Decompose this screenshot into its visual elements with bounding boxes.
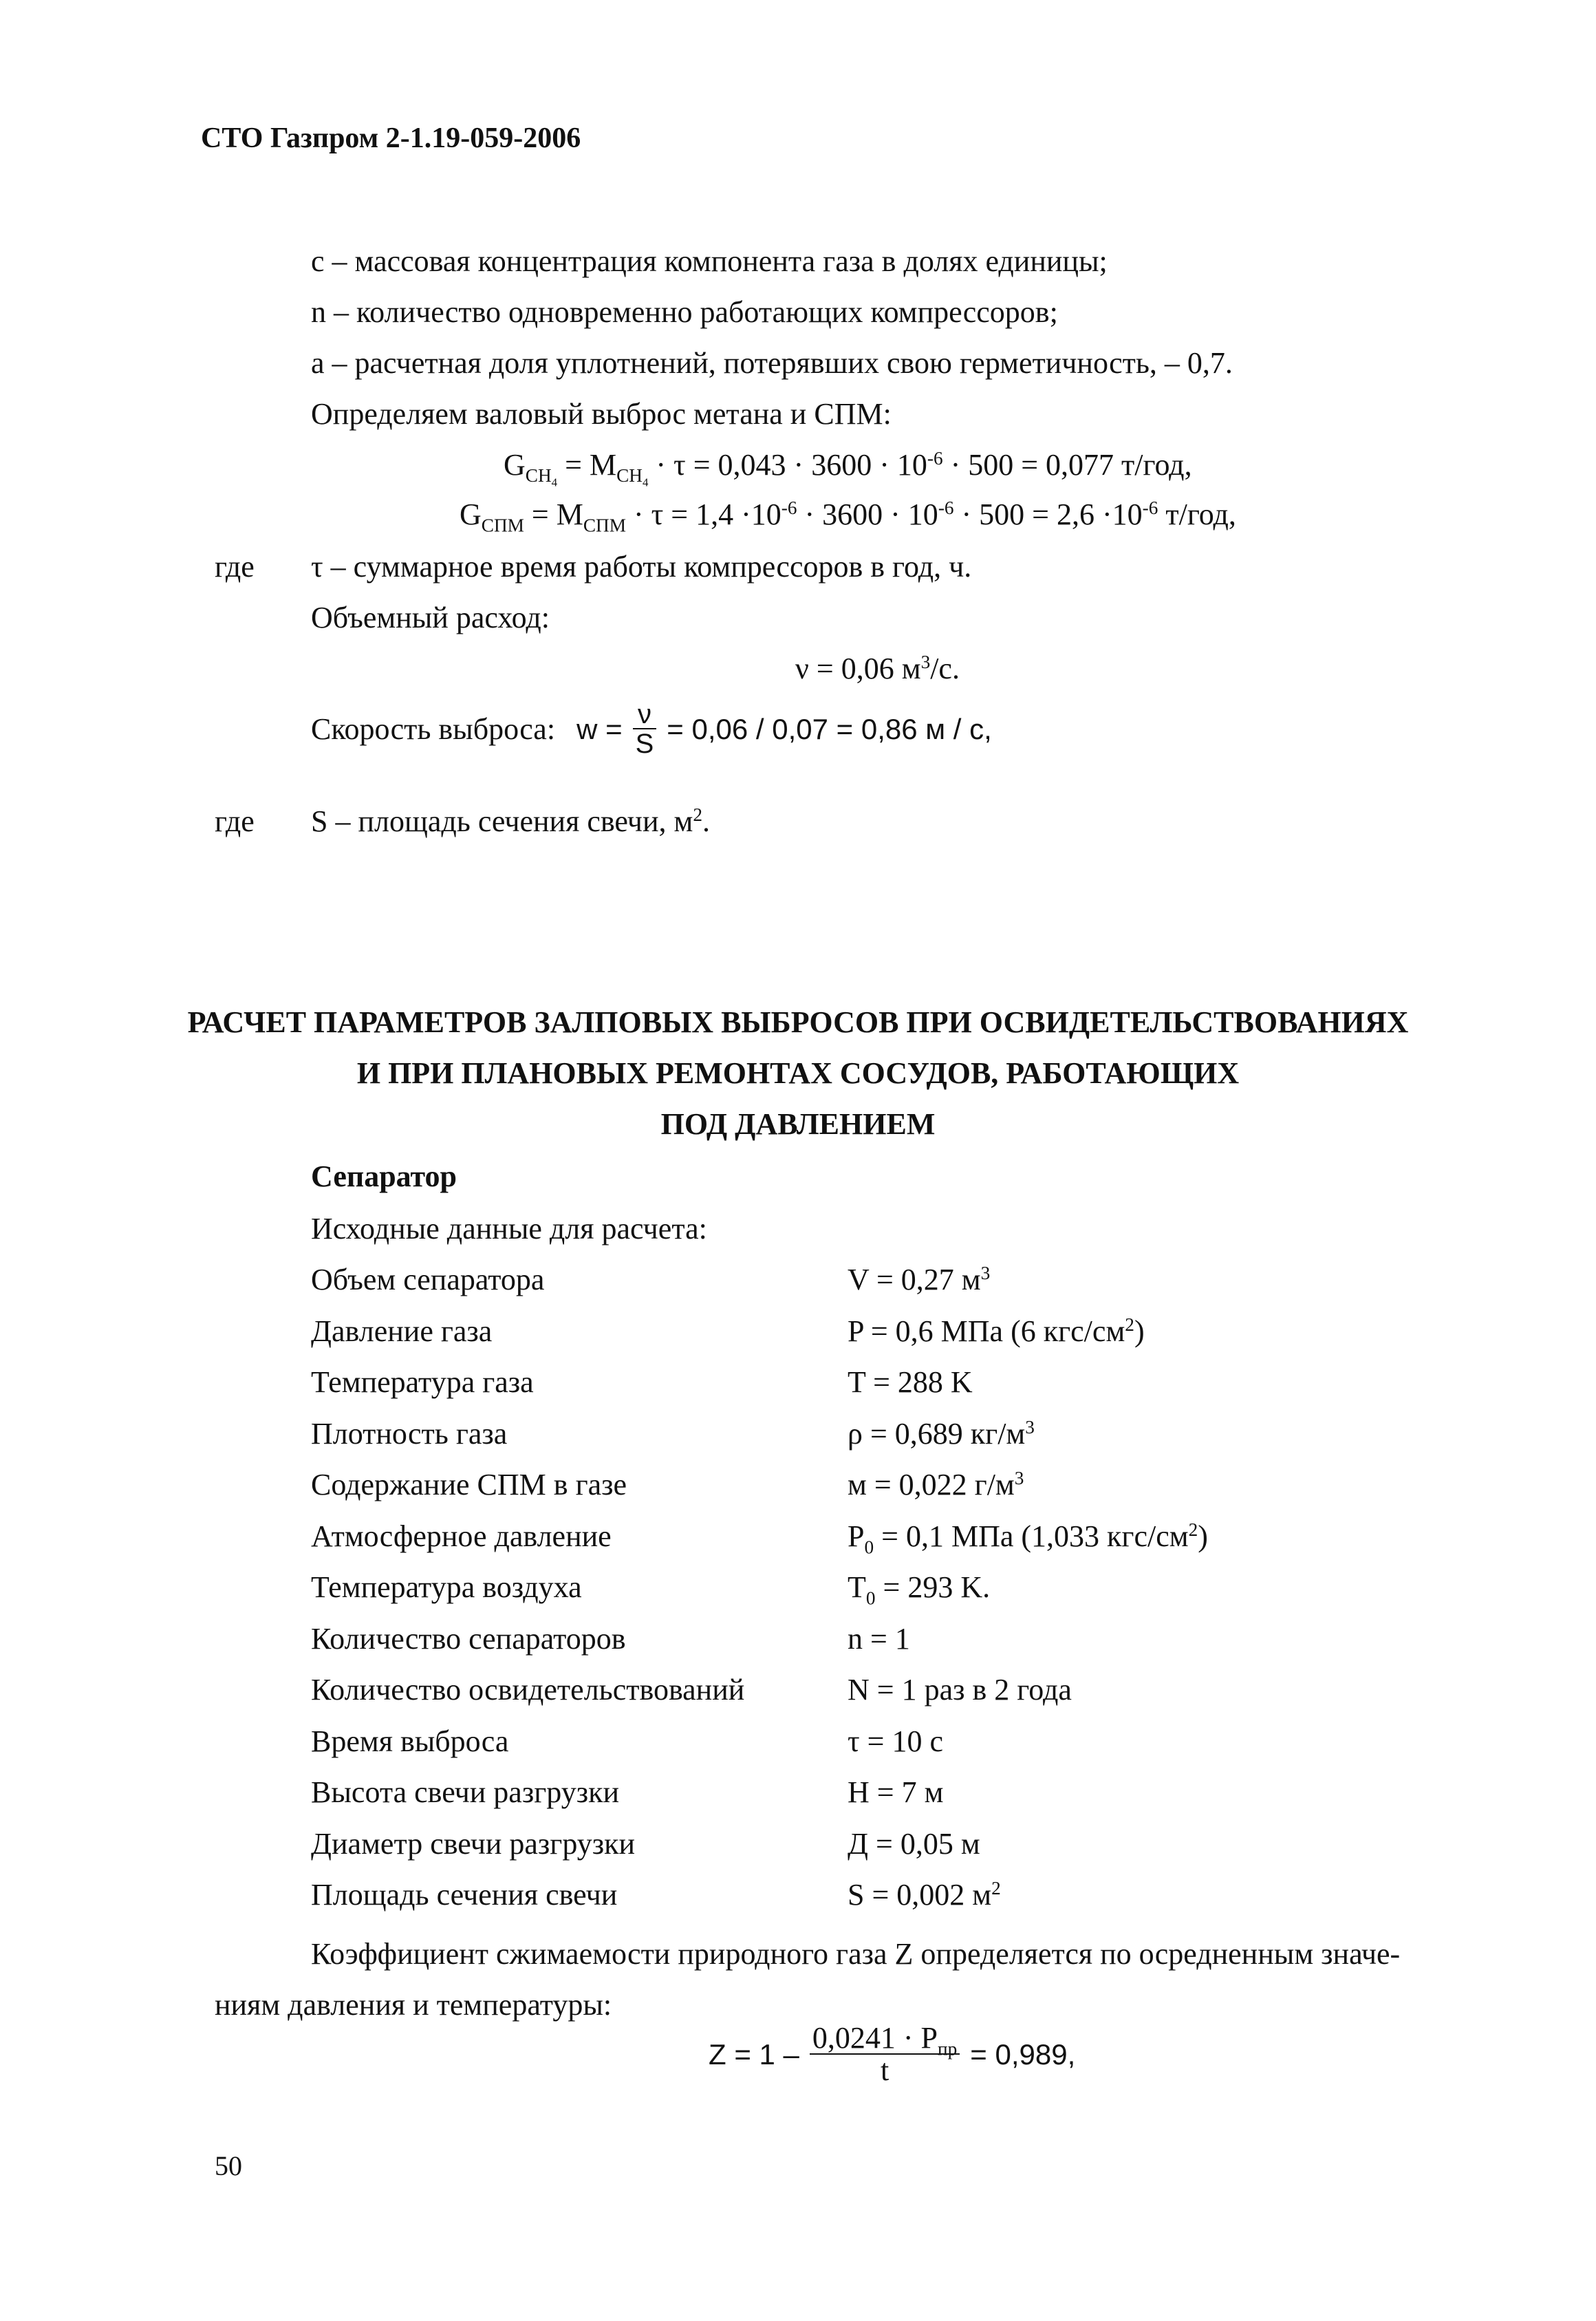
definition-n: n – количество одновременно работающих компрессоров; [311,295,1058,329]
parameter-name: Площадь сечения свечи [311,1878,618,1912]
parameter-value: H = 7 м [848,1775,944,1809]
where-label-2: где [215,804,255,838]
parameter-value: V = 0,27 $м^3$ [848,1263,991,1296]
section-title-line-3: ПОД ДАВЛЕНИЕМ [660,1107,936,1141]
formula-ch4: $G_{CH_4} = M_{CH_4} \cdot \tau = 0,043 \cdot 3600 \cdot 10^{-6} \cdot 500 = 0,077$ т/год, [504,448,1192,489]
parameter-value: T = 288 K [848,1365,973,1399]
section-title-line-2: И ПРИ ПЛАНОВЫХ РЕМОНТАХ СОСУДОВ, РАБОТАЮЩИХ [356,1056,1240,1090]
parameter-value: n = 1 [848,1622,910,1656]
parameter-name: Объем сепаратора [311,1263,545,1296]
compressibility-paragraph-line-1: Коэффициент сжимаемости природного газа Z определяется по осредненным значе- [311,1937,1401,1971]
z-fraction: $\frac{0,0241 \cdot P_{пр}}{t}$ [810,2023,960,2086]
emission-speed: Скорость выброса: w = $\frac{\nu}{S}$ = 0,06 / 0,07 = 0,86 м / с, [311,699,992,759]
page-number: 50 [215,2150,242,2181]
volume-flow-formula: ν = 0,06 $м^3/с$. [795,652,960,685]
source-data-label: Исходные данные для расчета: [311,1212,707,1245]
where-label-1: где [215,550,255,584]
parameter-name: Температура воздуха [311,1570,582,1604]
parameter-name: Плотность газа [311,1417,508,1451]
parameter-value: S = 0,002 $м^2$ [848,1878,1001,1912]
section-title-line-1: РАСЧЕТ ПАРАМЕТРОВ ЗАЛПОВЫХ ВЫБРОСОВ ПРИ ОСВИДЕТЕЛЬСТВОВАНИЯХ [187,1005,1409,1039]
where-text-1: τ – суммарное время работы компрессоров в год, ч. [311,550,972,584]
parameter-value: $P_0 = 0,1$ МПа (1,033 кгс/$см^2$) [848,1519,1208,1558]
parameter-name: Давление газа [311,1314,493,1348]
parameter-name: Атмосферное давление [311,1519,612,1553]
parameter-value: ρ = 0,689 $кг/м^3$ [848,1417,1035,1451]
z-formula: Z = 1 – $\frac{0,0241 \cdot P_{пр}}{t}$ = 0,989, [709,2021,1076,2087]
subheading-separator: Сепаратор [311,1159,457,1193]
parameter-value: $T_0 = 293$ K. [848,1570,991,1609]
parameter-value: τ = 10 с [848,1724,944,1758]
parameter-name: Температура газа [311,1365,534,1399]
parameter-value: N = 1 раз в 2 года [848,1673,1072,1707]
parameter-name: Диаметр свечи разгрузки [311,1827,636,1861]
where-text-2: S – площадь сечения свечи, $м^2$. [311,804,710,838]
parameter-name: Содержание СПМ в газе [311,1468,627,1501]
parameter-name: Количество освидетельствований [311,1673,745,1707]
definition-a: а – расчетная доля уплотнений, потерявших свою герметичность, – 0,7. [311,346,1233,380]
volume-flow-label: Объемный расход: [311,601,550,634]
parameter-value: м = 0,022 $г/м^3$ [848,1468,1024,1501]
parameter-name: Время выброса [311,1724,509,1758]
speed-fraction: $\frac{\nu}{S}$ [633,700,657,758]
definition-c: с – массовая концентрация компонента газа в долях единицы; [311,244,1108,278]
formula-spm: $G_{СПМ} = M_{СПМ} \cdot \tau = 1,4 \cdot 10^{-6} \cdot 3600 \cdot 10^{-6} \cdot 500 = 2,6 \cdot 10^{-6}$ т/год, [460,498,1236,536]
parameter-name: Количество сепараторов [311,1622,626,1656]
parameter-value: P = 0,6 МПа (6 кгс/$см^2$) [848,1314,1145,1348]
parameter-name: Высота свечи разгрузки [311,1775,619,1809]
parameter-value: Д = 0,05 м [848,1827,980,1861]
compressibility-paragraph-line-2: ниям давления и температуры: [215,1988,612,2022]
document-header: СТО Газпром 2-1.19-059-2006 [201,122,581,154]
gross-emission-intro: Определяем валовый выброс метана и СПМ: [311,397,892,431]
